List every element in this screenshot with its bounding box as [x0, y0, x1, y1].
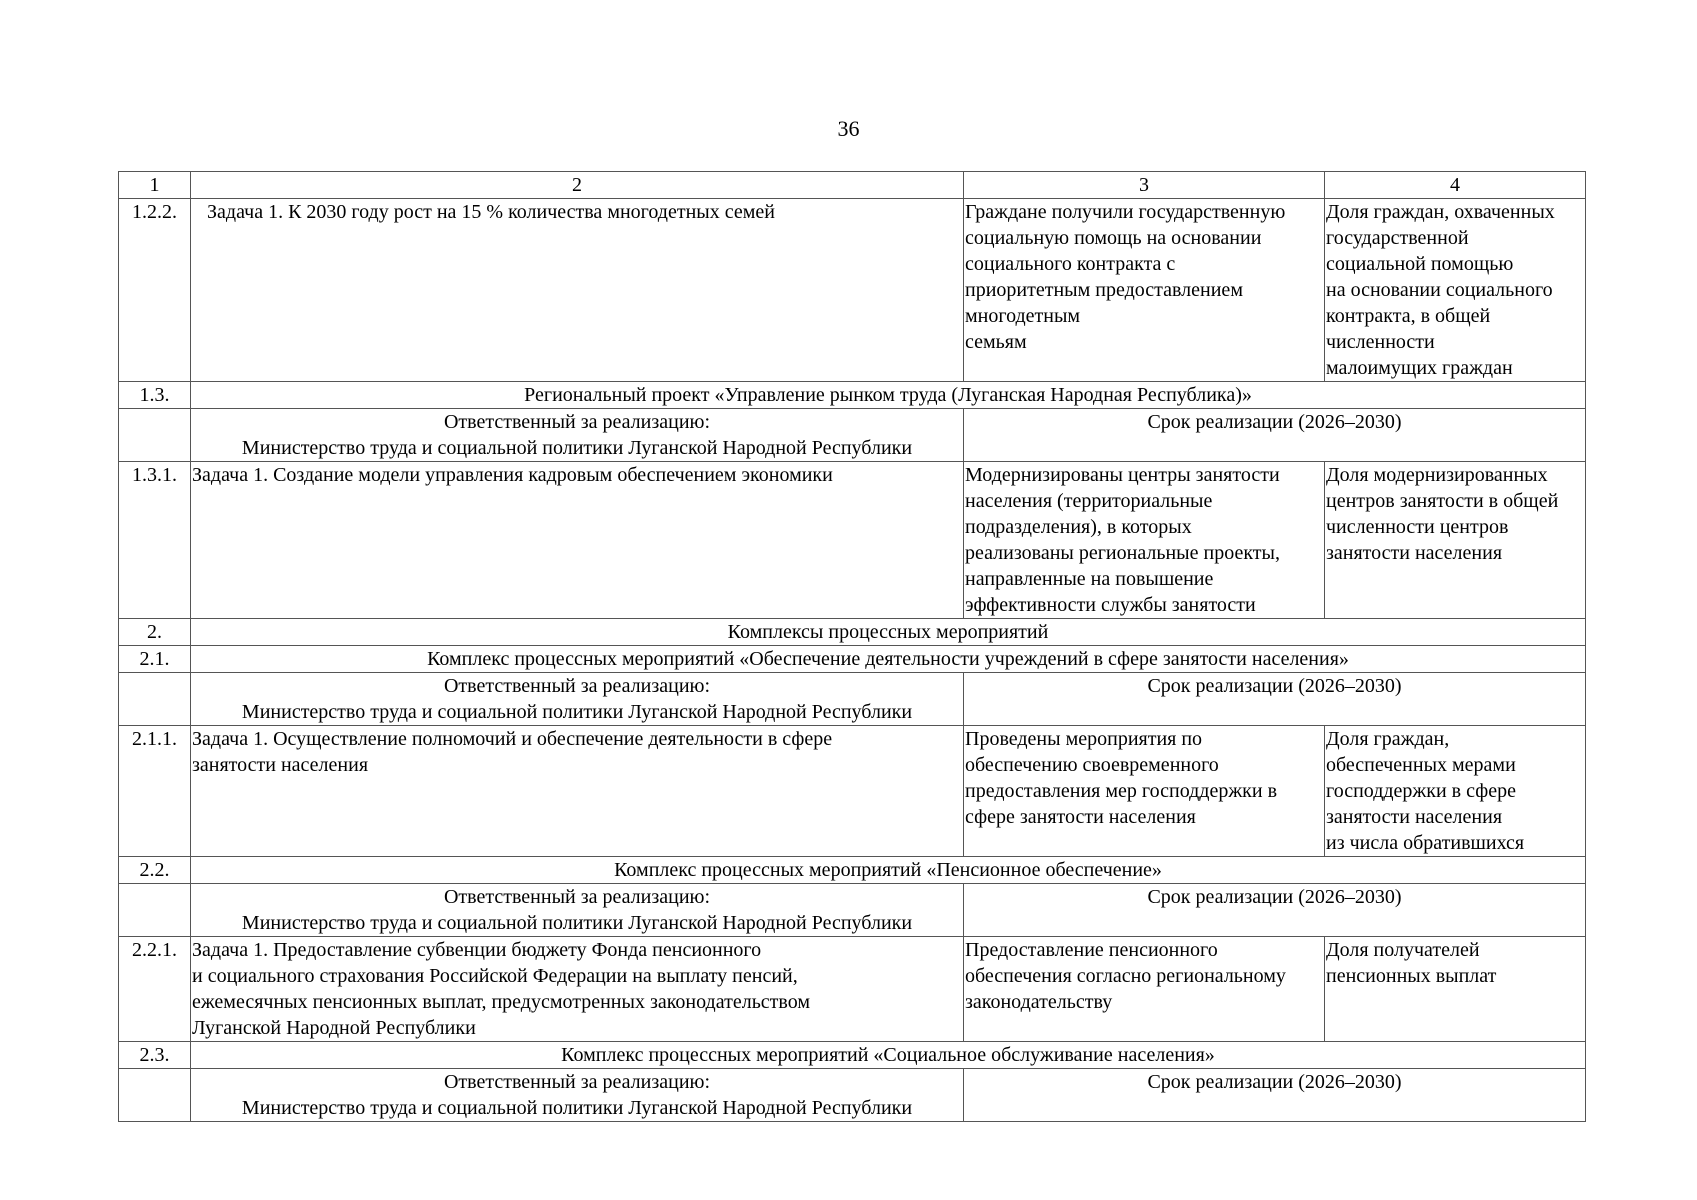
responsible-cell: Ответственный за реализацию: Министерство труда и социальной политики Луганской Народной Республики: [191, 1069, 964, 1122]
table-row-section: [119, 1042, 1586, 1069]
period-cell: Срок реализации (2026–2030): [964, 1069, 1586, 1122]
task-cell: Задача 1. К 2030 году рост на 15 % количества многодетных семей: [191, 199, 964, 382]
row-number: 2.1.: [119, 646, 191, 673]
table-row-task: [119, 462, 1586, 619]
row-number: 1.3.: [119, 382, 191, 409]
period-cell: Срок реализации (2026–2030): [964, 409, 1586, 462]
row-number: 2.: [119, 619, 191, 646]
section-title: Комплекс процессных мероприятий «Пенсионное обеспечение»: [191, 857, 1586, 884]
page-number: 36: [837, 116, 860, 141]
period-cell: Срок реализации (2026–2030): [964, 673, 1586, 726]
section-title: Региональный проект «Управление рынком труда (Луганская Народная Республика)»: [191, 382, 1586, 409]
table-row-section: [119, 857, 1586, 884]
table-row-task: [119, 726, 1586, 857]
empty-number-cell: [119, 884, 191, 937]
row-number: 1.3.1.: [119, 462, 191, 619]
table-row-task: [119, 199, 1586, 382]
table-row-responsible: [119, 1069, 1586, 1122]
result-cell: Проведены мероприятия по обеспечению своевременного предоставления мер господдержки в сфере занятости населения: [964, 726, 1325, 857]
table-row-section: [119, 646, 1586, 673]
section-title: Комплекс процессных мероприятий «Обеспечение деятельности учреждений в сфере занятости населения»: [191, 646, 1586, 673]
header-cell-4: 4: [1325, 172, 1586, 199]
table-header-row: [119, 172, 1586, 199]
indicator-cell: Доля граждан, обеспеченных мерами господдержки в сфере занятости населения из числа обратившихся: [1325, 726, 1586, 857]
table-row-responsible: [119, 409, 1586, 462]
row-number: 2.3.: [119, 1042, 191, 1069]
section-title: Комплекс процессных мероприятий «Социальное обслуживание населения»: [191, 1042, 1586, 1069]
header-cell-2: 2: [191, 172, 964, 199]
row-number: 1.2.2.: [119, 199, 191, 382]
table-row-responsible: [119, 673, 1586, 726]
indicator-cell: Доля получателей пенсионных выплат: [1325, 937, 1586, 1042]
row-number: 2.1.1.: [119, 726, 191, 857]
task-cell: Задача 1. Создание модели управления кадровым обеспечением экономики: [191, 462, 964, 619]
task-cell: Задача 1. Осуществление полномочий и обеспечение деятельности в сфере занятости населения: [191, 726, 964, 857]
header-cell-1: 1: [119, 172, 191, 199]
responsible-cell: Ответственный за реализацию: Министерство труда и социальной политики Луганской Народной Республики: [191, 673, 964, 726]
result-cell: Граждане получили государственную социальную помощь на основании социального контракта с приоритетным предоставлением многодетным семьям: [964, 199, 1325, 382]
header-cell-3: 3: [964, 172, 1325, 199]
table-row-section: [119, 619, 1586, 646]
section-title: Комплексы процессных мероприятий: [191, 619, 1586, 646]
empty-number-cell: [119, 1069, 191, 1122]
indicator-cell: Доля граждан, охваченных государственной социальной помощью на основании социального контракта, в общей численности малоимущих граждан: [1325, 199, 1586, 382]
row-number: 2.2.1.: [119, 937, 191, 1042]
responsible-cell: Ответственный за реализацию: Министерство труда и социальной политики Луганской Народной Республики: [191, 884, 964, 937]
empty-number-cell: [119, 409, 191, 462]
table-row-task: [119, 937, 1586, 1042]
table-row-responsible: [119, 884, 1586, 937]
result-cell: Предоставление пенсионного обеспечения согласно региональному законодательству: [964, 937, 1325, 1042]
table-row-section: [119, 382, 1586, 409]
result-cell: Модернизированы центры занятости населения (территориальные подразделения), в которых реализованы региональные проекты, направленные на повышение эффективности службы занятости: [964, 462, 1325, 619]
empty-number-cell: [119, 673, 191, 726]
responsible-cell: Ответственный за реализацию: Министерство труда и социальной политики Луганской Народной Республики: [191, 409, 964, 462]
program-table: [118, 171, 1586, 1122]
indicator-cell: Доля модернизированных центров занятости в общей численности центров занятости населения: [1325, 462, 1586, 619]
period-cell: Срок реализации (2026–2030): [964, 884, 1586, 937]
row-number: 2.2.: [119, 857, 191, 884]
task-cell: Задача 1. Предоставление субвенции бюджету Фонда пенсионного и социального страхования Российской Федерации на выплату пенсий, ежемесячных пенсионных выплат, предусмотренных законодательством Луганской Народной Республики: [191, 937, 964, 1042]
